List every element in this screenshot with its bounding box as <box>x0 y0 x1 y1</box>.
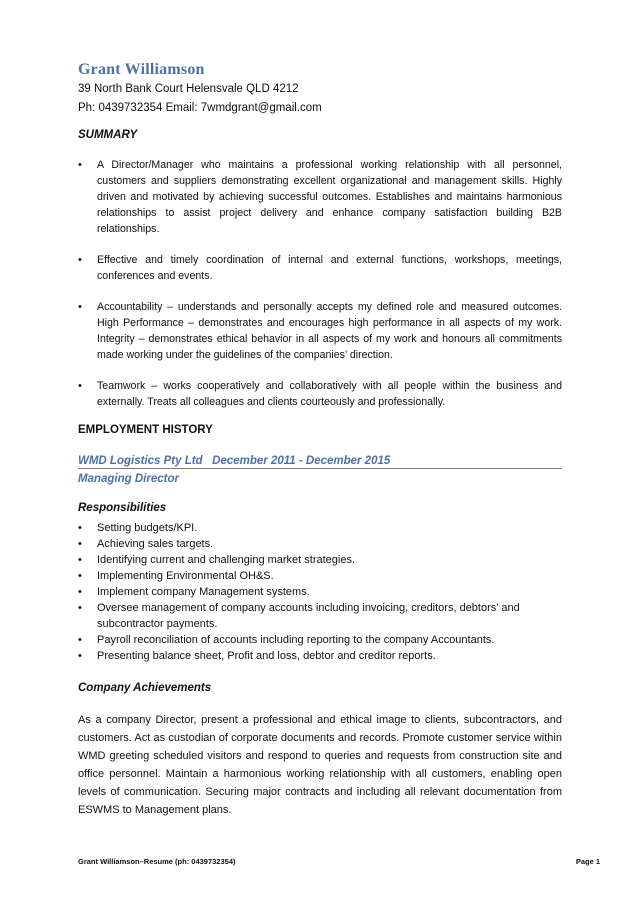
bullet-icon: • <box>78 301 82 313</box>
bullet-icon: • <box>78 380 82 392</box>
resume-name: Grant Williamson <box>78 61 205 78</box>
list-item: • Implementing Environmental OH&S. <box>78 570 274 582</box>
achievements-heading: Company Achievements <box>78 682 212 694</box>
bullet-icon: • <box>78 159 82 171</box>
job-role: Managing Director <box>78 473 179 485</box>
bullet-icon: • <box>78 650 82 662</box>
summary-list <box>78 157 562 425</box>
bullet-icon: • <box>78 254 82 266</box>
list-item: • Accountability – understands and personally accepts my defined role and measured outcomes. High Performance – demonstrates and encourages high performance in all aspects of my work. Integrity – demonstrates ethical behavior in all aspects of my work and honours all commitments made working under the guidelines of the companies’ direction. <box>78 301 562 361</box>
bullet-icon: • <box>78 522 82 534</box>
list-item: • Identifying current and challenging market strategies. <box>78 554 356 566</box>
bullet-icon: • <box>78 570 82 582</box>
list-item: • Teamwork – works cooperatively and collaboratively with all people within the business and externally. Treats all colleagues and clients courteously and professionally. <box>78 380 562 408</box>
bullet-icon: • <box>78 538 82 550</box>
list-item: • Setting budgets/KPI. <box>78 522 198 534</box>
page-number: Page 1 <box>575 857 600 866</box>
list-item: • Achieving sales targets. <box>78 538 214 550</box>
phone-email: Ph: 0439732354 Email: 7wmdgrant@gmail.com <box>78 102 322 114</box>
footer-title: Grant Williamson–Resume (ph: 0439732354) <box>78 857 236 866</box>
bullet-icon: • <box>78 554 82 566</box>
company-line: WMD Logistics Pty Ltd December 2011 - December 2015 <box>78 455 562 469</box>
employment-heading: EMPLOYMENT HISTORY <box>78 424 213 436</box>
list-item: • Effective and timely coordination of internal and external functions, workshops, meetings, conferences and events. <box>78 254 562 282</box>
bullet-icon: • <box>78 602 82 614</box>
list-item: • Implement company Management systems. <box>78 586 310 598</box>
responsibilities-heading: Responsibilities <box>78 502 167 514</box>
list-item: • Presenting balance sheet, Profit and loss, debtor and creditor reports. <box>78 650 436 662</box>
list-item: • Oversee management of company accounts including invoicing, creditors, debtors’ and subcontractor payments. <box>78 602 520 630</box>
list-item: • Payroll reconciliation of accounts including reporting to the company Accountants. <box>78 634 495 646</box>
address: 39 North Bank Court Helensvale QLD 4212 <box>78 83 299 95</box>
bullet-icon: • <box>78 634 82 646</box>
bullet-icon: • <box>78 586 82 598</box>
responsibilities-list <box>78 520 562 664</box>
list-item: • A Director/Manager who maintains a professional working relationship with all personnel, customers and suppliers demonstrating excellent organizational and management skills. Highly driven and motivated by achieving successful outcomes. Establishes and maintains harmonious relationships to assist project delivery and enhance company satisfaction building B2B relationships. <box>78 159 562 235</box>
achievements-paragraph: As a company Director, present a professional and ethical image to clients, subcontractors, and customers. Act as custodian of corporate documents and records. Promote customer service within WMD greeting scheduled visitors and respond to queries and requests from construction site and office personnel. Maintain a harmonious working relationship with all customers, enabling open levels of communication. Securing major contracts and including all relevant documentation from ESWMS to Management plans. <box>78 714 562 816</box>
summary-heading: SUMMARY <box>78 129 138 141</box>
